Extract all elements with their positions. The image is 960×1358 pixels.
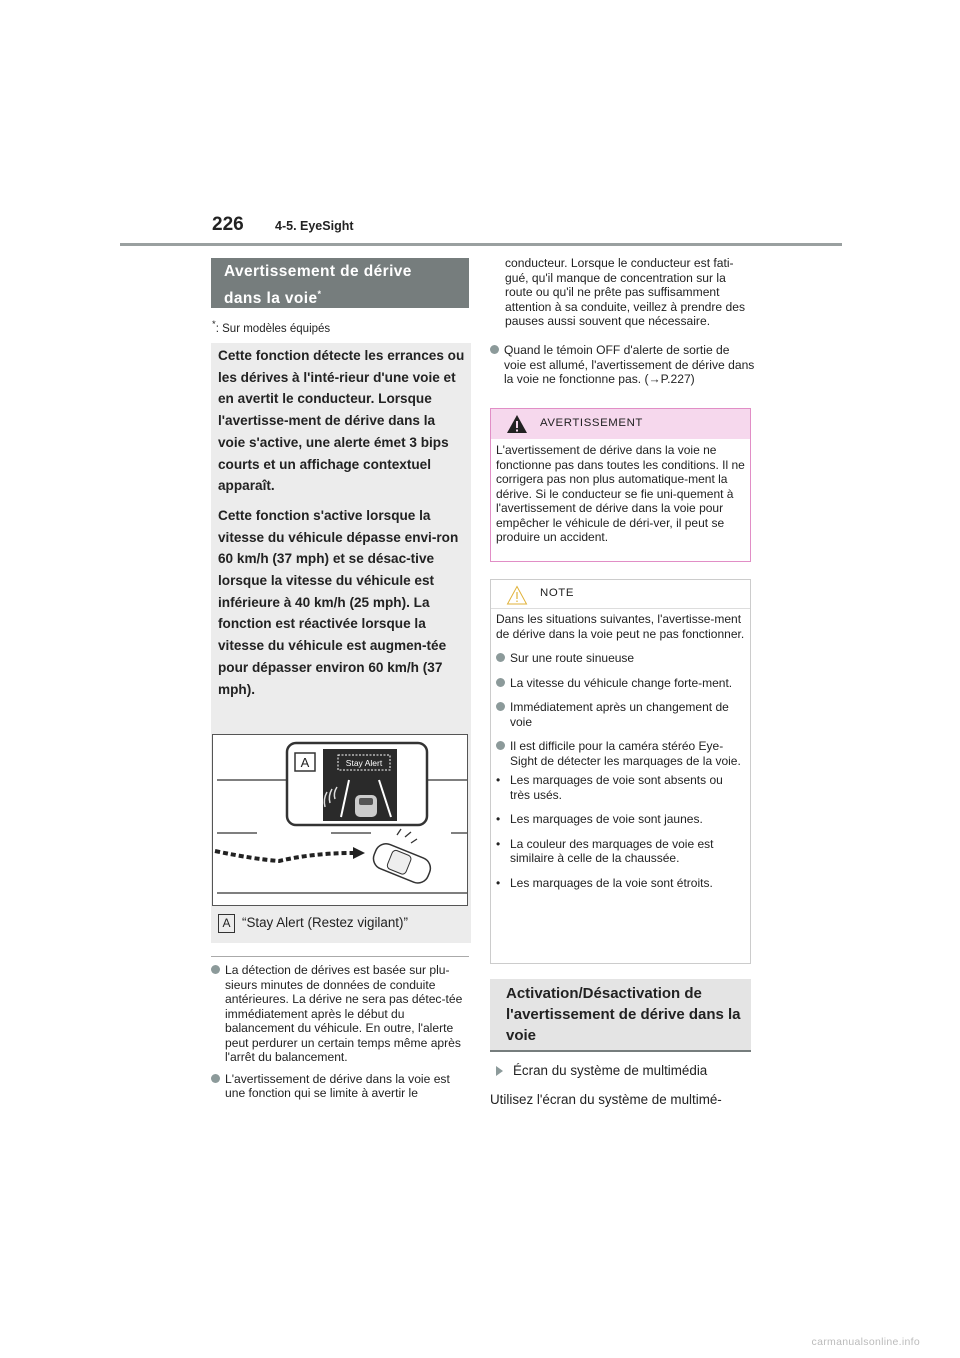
bullet-icon bbox=[211, 965, 220, 974]
figure-caption bbox=[218, 914, 408, 933]
list-item: Quand le témoin OFF d'alerte de sortie de voie est allumé, l'avertissement de dérive dans la voie ne fonctionne pas. (→P.227) bbox=[490, 343, 755, 387]
note-intro: Dans les situations suivantes, l'avertisse-ment de dérive dans la voie peut ne pas fonctionner. bbox=[496, 612, 745, 641]
note-title: NOTE bbox=[540, 587, 575, 599]
separator bbox=[211, 956, 469, 957]
bullet-icon bbox=[496, 653, 505, 662]
stay-alert-text: Stay Alert bbox=[345, 758, 383, 768]
caution-triangle-icon bbox=[506, 585, 528, 605]
alert-lines-icon bbox=[397, 829, 417, 843]
list-item: Sur une route sinueuse bbox=[496, 651, 746, 666]
warning-triangle-icon bbox=[506, 414, 528, 434]
bullet-continuation: conducteur. Lorsque le conducteur est fati-gué, qu'il manque de concentration sur la route ou qu'il ne prête pas suffisamment attention à sa conduite, veillez à prendre des pauses aussi souvent que nécessaire. bbox=[505, 256, 746, 328]
footnote-text: : Sur modèles équipés bbox=[215, 322, 331, 335]
watermark: carmanualsonline.info bbox=[811, 1336, 920, 1348]
heading-line2: dans la voie bbox=[224, 290, 318, 308]
sub-item: • Les marquages de la voie sont étroits. bbox=[496, 875, 713, 890]
page-number: 226 bbox=[212, 214, 244, 235]
car-window bbox=[359, 798, 373, 805]
section-label: 4-5. EyeSight bbox=[275, 219, 354, 233]
caption-text: “Stay Alert (Restez vigilant)” bbox=[242, 915, 408, 931]
lane-drift-drawing bbox=[213, 735, 467, 905]
footnote bbox=[212, 319, 330, 335]
paragraph: Utilisez l'écran du système de multimé- bbox=[490, 1092, 722, 1107]
intro-paragraph-2: Cette fonction s'active lorsque la vitesse du véhicule dépasse envi-ron 60 km/h (37 mph) et se désac-tive lorsque la vitesse du véhicule est inférieure à 40 km/h (25 mph). La fonction est réactivée lorsque la vitesse du véhicule est augmen-tée pour dépasser environ 60 km/h (37 mph). bbox=[218, 507, 459, 697]
lane-drift-illustration bbox=[212, 734, 468, 906]
arrow-icon bbox=[353, 847, 365, 859]
bullet-icon bbox=[496, 741, 505, 750]
header-rule bbox=[120, 243, 842, 246]
note-header-rule bbox=[491, 608, 750, 609]
vehicle-icon bbox=[370, 840, 434, 886]
bullet-icon bbox=[211, 1074, 220, 1083]
arrow-icon bbox=[496, 1066, 503, 1076]
heading-line1: Avertissement de dérive bbox=[224, 263, 412, 280]
badge-letter: A bbox=[300, 755, 310, 770]
section-heading-activation: Activation/Désactivation de l'avertissement de dérive dans la voie bbox=[490, 979, 751, 1052]
footnote-mark: * bbox=[212, 319, 216, 330]
sub-item: • La couleur des marquages de voie est similaire à celle de la chaussée. bbox=[496, 836, 714, 865]
caption-badge: A bbox=[218, 914, 235, 933]
bullet-icon bbox=[496, 702, 505, 711]
sub-item: • Les marquages de voie sont jaunes. bbox=[496, 812, 703, 826]
subheading: Écran du système de multimédia bbox=[496, 1063, 707, 1078]
heading-sup: * bbox=[317, 289, 322, 299]
intro-text bbox=[218, 345, 466, 708]
intro-paragraph-1: Cette fonction détecte les errances ou les dérives à l'inté-rieur d'une voie et en avertit le conducteur. Lorsque l'avertisse-ment de dérive dans la voie s'active, une alerte émet 3 bips courts et un affichage contextuel apparaît. bbox=[218, 348, 465, 494]
list-item: Il est difficile pour la caméra stéréo Eye-Sight de détecter les marquages de la voie. bbox=[496, 739, 746, 768]
warning-title: AVERTISSEMENT bbox=[540, 417, 643, 429]
sub-item: • Les marquages de voie sont absents ou très usés. bbox=[496, 773, 723, 802]
warning-text: L'avertissement de dérive dans la voie ne fonctionne pas dans toutes les conditions. Il ne corrigera pas non plus automatique-ment la dérive. Si le conducteur se fie uni-quement à l'avertissement de dérive dans la voie pour empêcher le véhicule de déri-ver, il peut se produire un accident. bbox=[496, 443, 745, 544]
bullet-icon bbox=[496, 678, 505, 687]
list-item: La vitesse du véhicule change forte-ment. bbox=[496, 676, 746, 691]
section-heading bbox=[211, 258, 469, 308]
drift-path bbox=[215, 851, 353, 861]
list-item: La détection de dérives est basée sur plu-sieurs minutes de données de conduite antérieures. La dérive ne sera pas détec-tée immédiatement après le début du balancement du véhicule. En outre, l'alerte peut perdurer un certain temps même après l'arrêt du balancement. bbox=[211, 963, 473, 1065]
bullet-list-right bbox=[490, 343, 755, 394]
bullet-icon bbox=[490, 345, 499, 354]
note-text bbox=[496, 612, 746, 900]
list-item: L'avertissement de dérive dans la voie est une fonction qui se limite à avertir le bbox=[211, 1072, 473, 1101]
bullet-list-left bbox=[211, 963, 473, 1108]
list-item: Immédiatement après un changement de voie bbox=[496, 700, 746, 729]
